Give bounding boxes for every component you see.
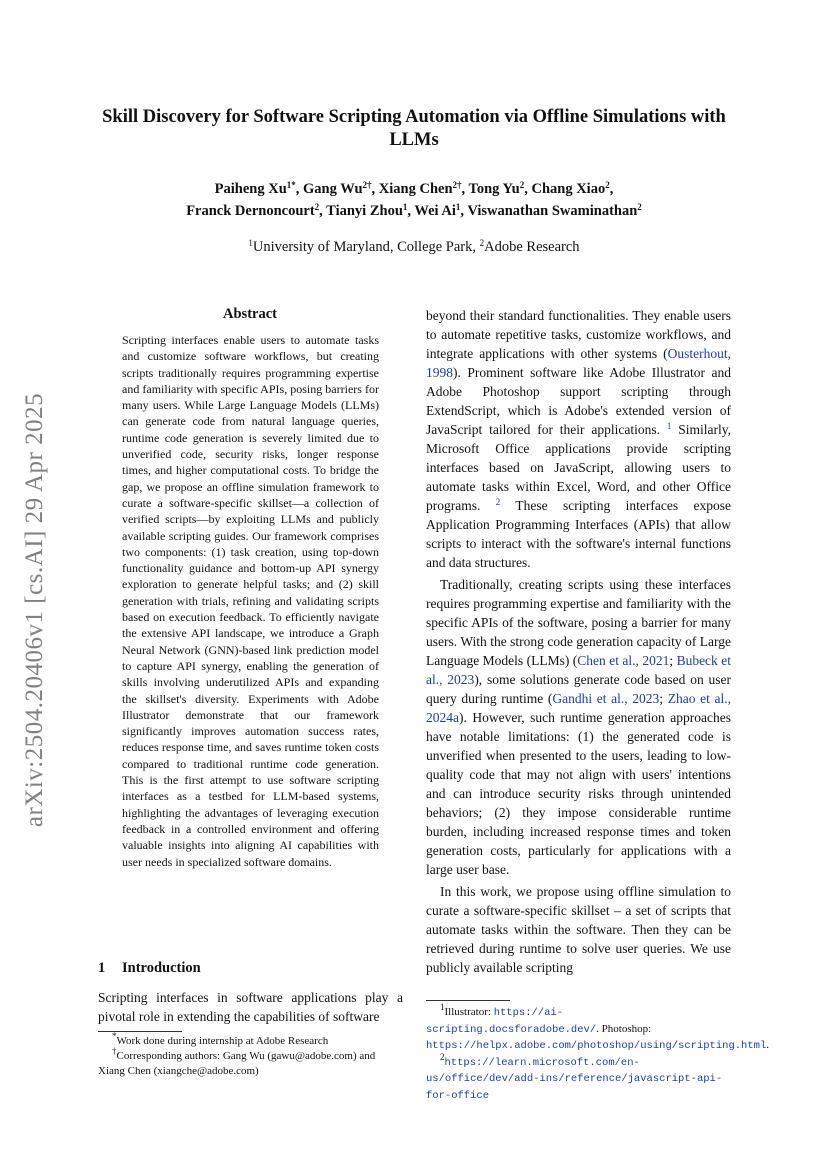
abstract-text: Scripting interfaces enable users to automate tasks and customize software workflows, but creating scripts traditionally requires programming expertise and familiarity with specific APIs, posing barriers for many users. While Large Language Models (LLMs) can generate code from natural language queries, runtime code generation is severely limited due to unverified code, security risks, longer response times, and higher computational costs. To bridge the gap, we propose an offline simulation framework to curate a software-specific skillset—a collection of verified scripts—by exploiting LLMs and publicly available scripting guides. Our framework comprises two components: (1) task creation, using top-down functionality guidance and bottom-up API synergy exploration to generate helpful tasks; and (2) skill generation with trials, refining and validating scripts based on execution feedback. To efficiently navigate the extensive API landscape, we introduce a Graph Neural Network (GNN)-based link prediction model to capture API synergy, enabling the generation of skills involving underutilized APIs and expanding the skillset's diversity. Experiments with Adobe Illustrator demonstrate that our framework significantly improves automation success rates, reduces response time, and saves runtime token costs compared to traditional runtime code generation. This is the first attempt to use software scripting interfaces as a testbed for LLM-based systems, highlighting the advantages of leveraging execution feedback in a controlled environment and offering valuable insights into aligning AI capabilities with user needs in specialized software domains.	[122, 333, 379, 869]
author-mark: 2	[314, 202, 320, 212]
author-name: Gang Wu	[303, 181, 363, 197]
citation-gandhi[interactable]: Gandhi et al., 2023	[552, 691, 660, 706]
footnote-divider-left	[98, 1031, 182, 1032]
section-number: 1	[98, 960, 106, 976]
affiliation-umd: University of Maryland, College Park,	[252, 239, 480, 255]
footnote-ref-1[interactable]: 1	[666, 421, 672, 431]
link-photoshop-scripting[interactable]: https://helpx.adobe.com/photoshop/using/scripting.html	[426, 1040, 767, 1052]
footnotes-left	[98, 1031, 403, 1079]
author-mark: 1	[402, 202, 408, 212]
footnote-internship: *Work done during internship at Adobe Research	[112, 1031, 329, 1047]
affiliations	[100, 237, 728, 257]
citation-chen[interactable]: Chen et al., 2021	[577, 653, 670, 668]
link-office-javascript-api[interactable]: https://learn.microsoft.com/en-us/office/dev/add-ins/reference/javascript-api-for-office	[426, 1056, 723, 1102]
author-mark: 2†	[452, 180, 462, 190]
right-column-body	[426, 306, 731, 977]
citation-ousterhout[interactable]: Ousterhout, 1998	[426, 346, 731, 380]
intro-paragraph-left: Scripting interfaces in software applications play a pivotal role in extending the capabilities of software	[98, 990, 403, 1024]
author-list: Paiheng $Xu^{1*}$, Gang $Wu^{2\dagger}$, Xiang Chen$^{2\dagger}$, Tong Yu$^2$, Chang Xiao$^2$, Franck Dernoncourt$^2$, Tianyi Zhou$^1$, Wei Ai$^1$, Viswanathan Swaminathan$^2$	[186, 180, 642, 219]
author-name: Viswanathan Swaminathan	[467, 203, 638, 219]
author-name: Tong Yu	[468, 181, 520, 197]
footnote-2: $^2$https://learn.microsoft.com/en-us/office/dev/add-ins/reference/javascript-api-for-office	[426, 1051, 723, 1102]
paragraph-scripting: beyond their standard functionalities. They enable users to automate repetitive tasks, customize workflows, and integrate applications with other systems (Ousterhout, 1998). Prominent software like Adobe Illustrator and Adobe Photoshop support scripting through ExtendScript, which is Adobe's extended version of JavaScript tailored for their applications. $^1$ Similarly, Microsoft Office applications provide scripting interfaces based on JavaScript, allowing users to automate tasks within Excel, Word, and other Office programs. $^2$ These scripting interfaces expose Application Programming Interfaces (APIs) that allow scripts to interact with the software's internal functions and data structures.	[426, 308, 732, 570]
footnote-1: $^1$Illustrator: https://ai-scripting.docsforadobe.dev/. Photoshop: https://helpx.adobe.com/photoshop/using/scripting.html.	[426, 1002, 770, 1052]
section-title: Introduction	[122, 960, 201, 976]
abstract-heading: Abstract	[223, 306, 277, 322]
author-name: Paiheng Xu	[214, 181, 287, 197]
footnote-ref-2[interactable]: 2	[495, 497, 501, 507]
footnote-corresponding: †Corresponding authors: Gang Wu (gawu@adobe.com) and Xiang Chen (xiangche@adobe.com)	[98, 1046, 376, 1077]
author-mark: 1	[455, 202, 461, 212]
section-heading-introduction	[98, 960, 201, 977]
paper-title: Skill Discovery for Software Scripting Automation via Offline Simulations with LLMs	[102, 107, 726, 150]
author-name: Franck Dernoncourt	[186, 203, 315, 219]
author-mark: 2	[637, 202, 642, 212]
link-illustrator-scripting[interactable]: https://ai-scripting.docsforadobe.dev/	[426, 1007, 597, 1036]
affiliation-mark: 1	[248, 238, 253, 248]
citation-zhao[interactable]: Zhao et al., 2024a	[426, 691, 731, 725]
author-mark: 2	[519, 180, 525, 190]
paragraph-traditionally: Traditionally, creating scripts using these interfaces requires programming expertise and familiarity with the specific APIs of the software, posing a barrier for many users. With the strong code generation capacity of Large Language Models (LLMs) (Chen et al., 2021; Bubeck et al., 2023), some solutions generate code based on user query during runtime (Gandhi et al., 2023; Zhao et al., 2024a). However, such runtime generation approaches have notable limitations: (1) the generated code is unverified when presented to the users, leading to low-quality code that may not align with users' intentions and can introduce security risks through unintended behaviors; (2) they impose considerable runtime burden, including increased response times and token generation costs, particularly for applications with a large user base.	[426, 577, 731, 877]
author-mark: 2†	[362, 180, 372, 190]
arxiv-identifier-text: arXiv:2504.20406v1 [cs.AI] 29 Apr 2025	[21, 392, 49, 828]
author-name: Wei Ai	[414, 203, 456, 219]
paragraph-this-work: In this work, we propose using offline simulation to curate a software-specific skillset – a set of scripts that automate tasks within the software. Then they can be retrieved during runtime to solve user queries. We use publicly available scripting	[426, 884, 731, 975]
arxiv-identifier-stamp	[18, 370, 52, 850]
author-mark: 2	[605, 180, 610, 190]
affiliation-adobe: Adobe Research	[484, 239, 580, 255]
author-name: Chang Xiao	[531, 181, 606, 197]
author-name: Tianyi Zhou	[326, 203, 403, 219]
author-name: Xiang Chen	[378, 181, 453, 197]
affiliation-mark: 2	[479, 238, 485, 248]
footnote-divider-right	[426, 1000, 510, 1001]
author-mark: 1*	[286, 180, 296, 190]
citation-bubeck[interactable]: Bubeck et al., 2023	[426, 653, 731, 687]
footnotes-right	[426, 1002, 770, 1104]
